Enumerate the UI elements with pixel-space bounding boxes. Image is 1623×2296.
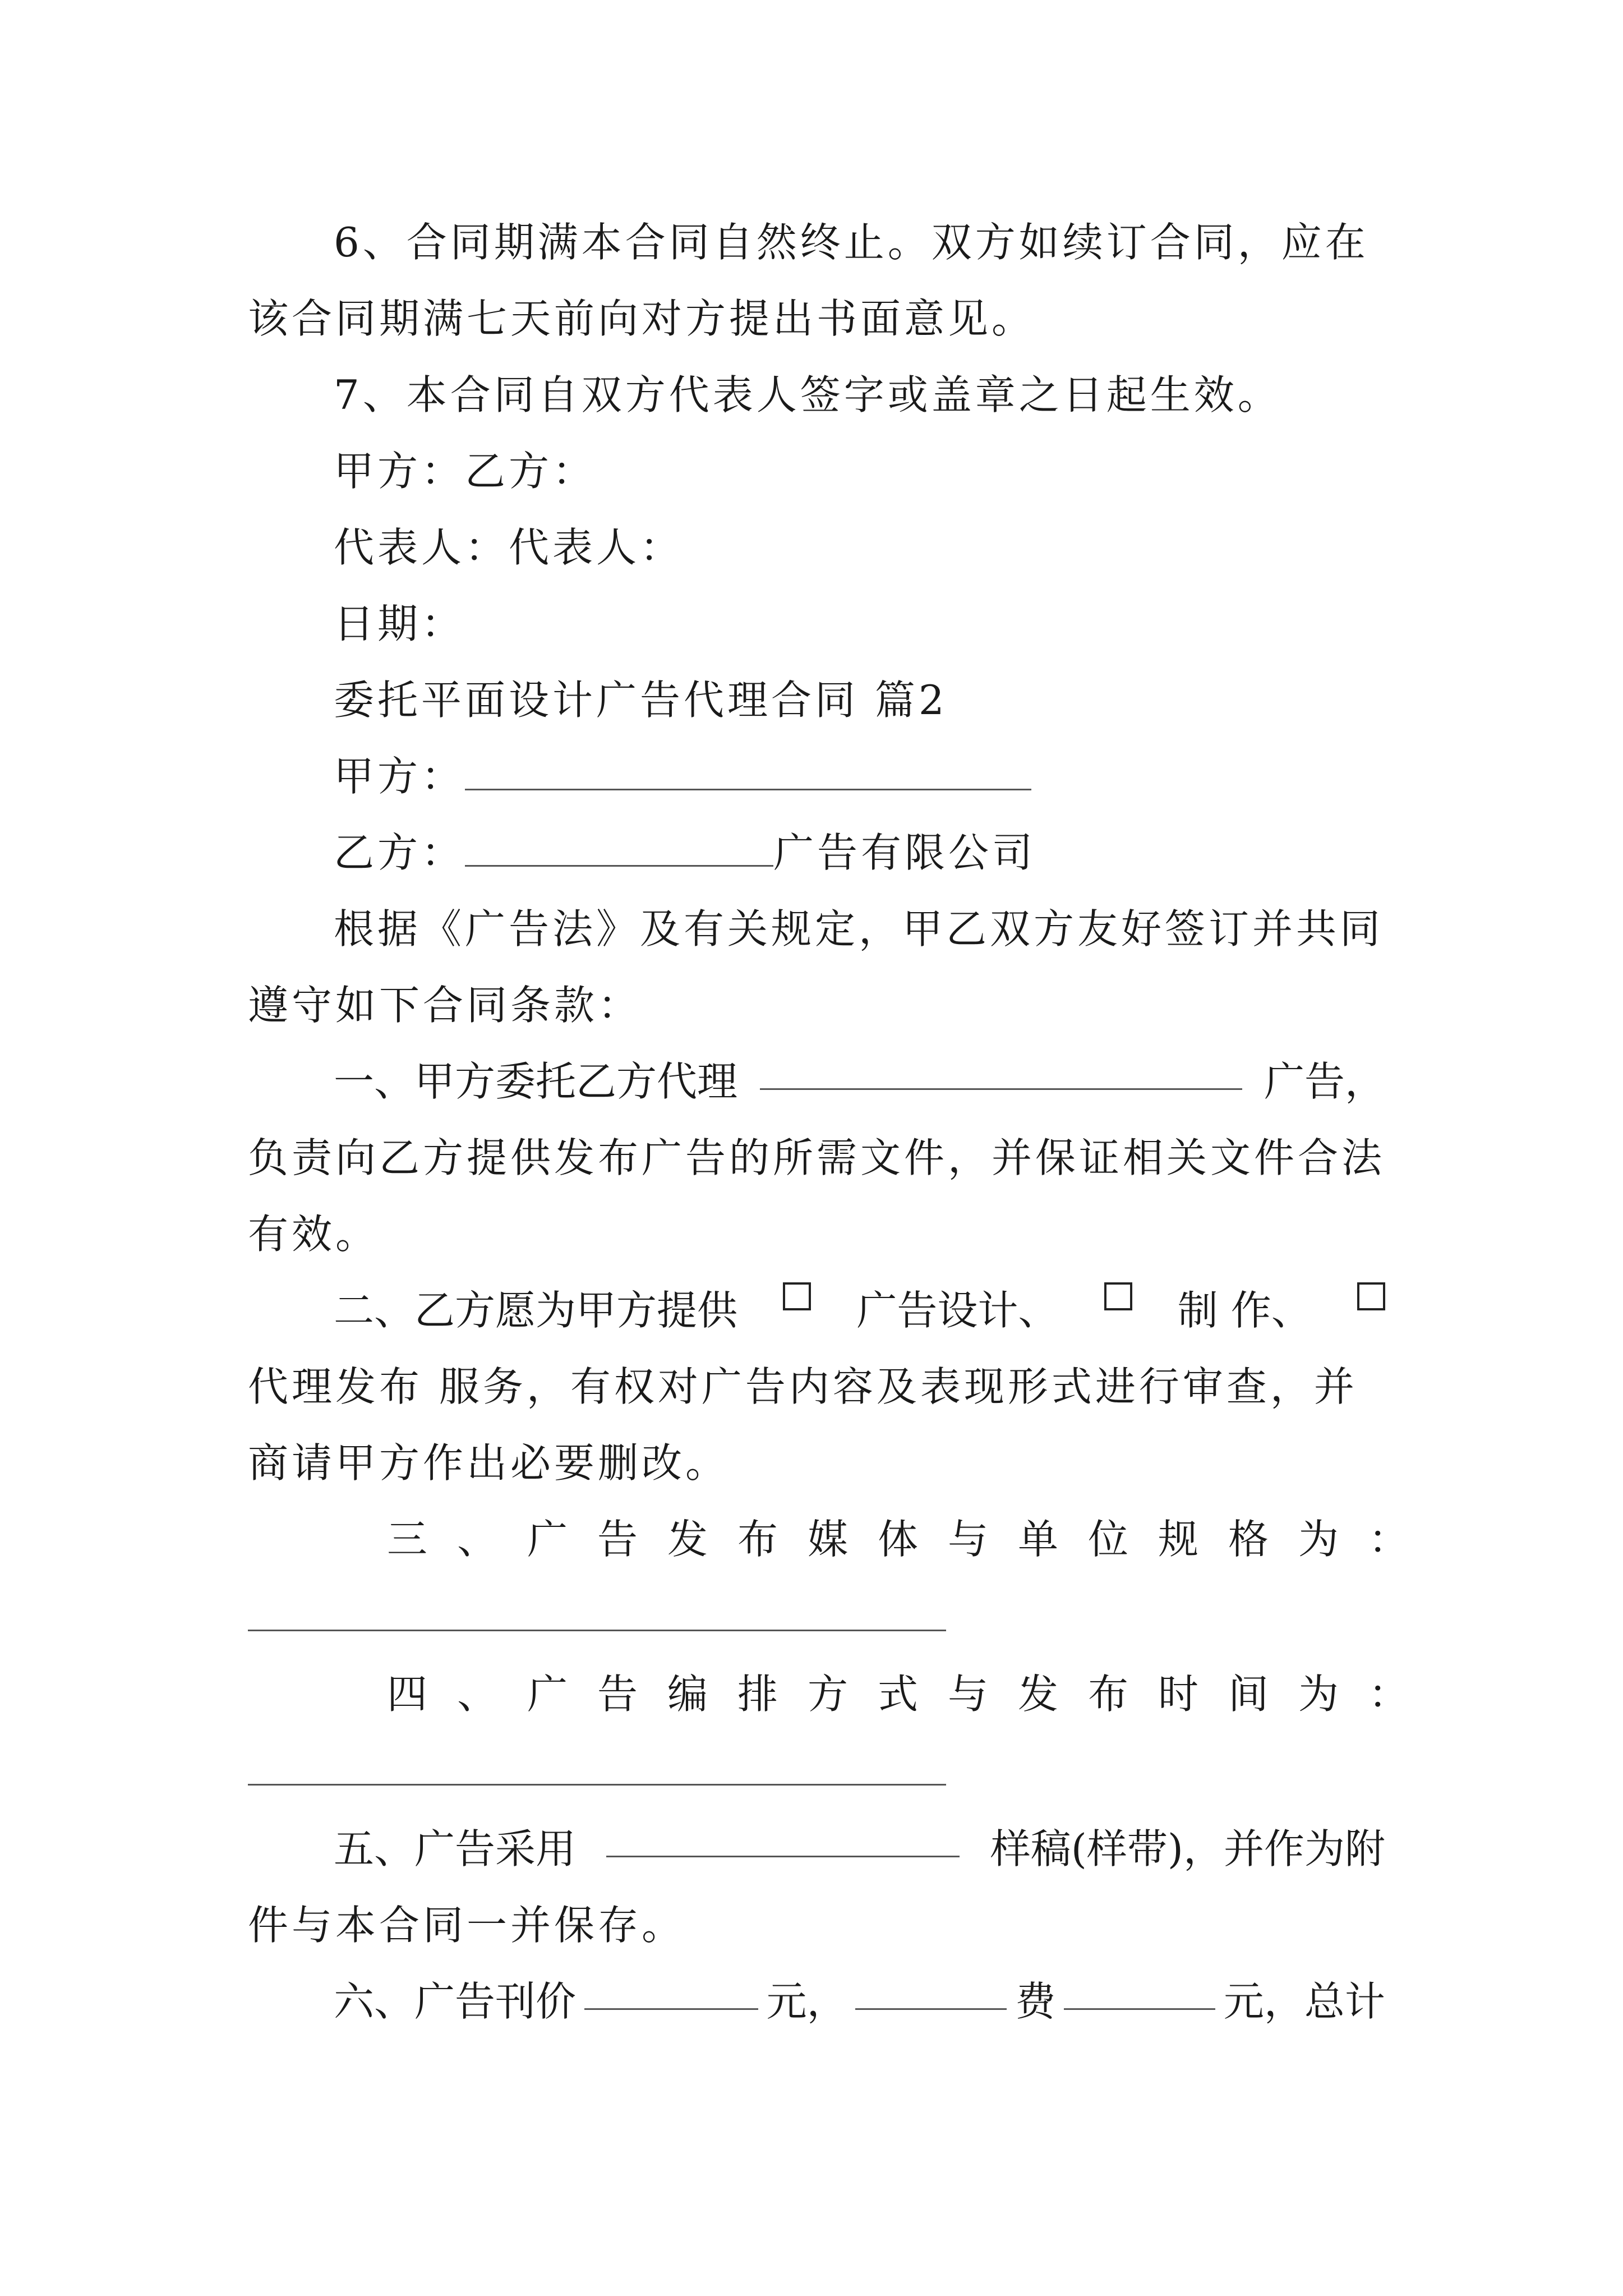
clause-2-text: 二、乙方愿为甲方提供 xyxy=(334,1287,738,1334)
clause-1-text: 一、甲方委托乙方代理 xyxy=(334,1058,738,1105)
fee-amount-blank xyxy=(1064,1973,1215,2010)
party-a-b-label: 甲方：乙方： xyxy=(334,448,597,495)
clause-7: 7、本合同自双方代表人签字或盖章之日起生效。 xyxy=(334,371,1281,418)
clause-6-line-1: 6、合同期满本合同自然终止。双方如续订合同，应在 xyxy=(334,219,1369,266)
clause-2-line-2: 代理发布 服务，有权对广告内容及表现形式进行审查，并 xyxy=(248,1363,1358,1410)
clause-4: 四、广告编排方式与发布时间为： xyxy=(387,1671,1439,1718)
section-title: 委托平面设计广告代理合同 篇2 xyxy=(334,677,948,724)
party-a-blank xyxy=(465,754,1031,790)
price-unit: 元， xyxy=(766,1978,847,2025)
checkbox-ad-design[interactable] xyxy=(783,1282,811,1310)
preamble-line-1: 根据《广告法》及有关规定，甲乙双方友好签订并共同 xyxy=(334,905,1384,953)
price-blank xyxy=(584,1973,758,2010)
party-b-suffix: 广告有限公司 xyxy=(773,829,1036,876)
preamble-line-2: 遵守如下合同条款： xyxy=(248,982,642,1029)
party-b-line xyxy=(334,825,1036,881)
clause-6-line-2: 该合同期满七天前向对方提出书面意见。 xyxy=(248,295,1036,342)
checkbox-agency-publish[interactable] xyxy=(1357,1282,1385,1310)
clause-6b-text: 六、广告刊价 xyxy=(334,1978,577,2025)
clause-5-blank xyxy=(606,1821,960,1857)
clause-3-blank xyxy=(248,1630,946,1631)
clause-6b-line-1 xyxy=(334,1973,1385,2030)
clause-2-line-3: 商请甲方作出必要删改。 xyxy=(248,1439,730,1487)
clause-5-suffix: 样稿(样带)，并作为附 xyxy=(990,1825,1385,1872)
clause-3: 三、广告发布媒体与单位规格为： xyxy=(387,1516,1439,1563)
party-a-line xyxy=(334,748,1031,804)
party-b-label: 乙方： xyxy=(334,829,465,876)
date-label: 日期： xyxy=(334,600,465,647)
fee-unit-total: 元，总计 xyxy=(1223,1978,1385,2025)
clause-2-line-1 xyxy=(334,1282,1385,1338)
clause-1-line-2: 负责向乙方提供发布广告的所需文件，并保证相关文件合法 xyxy=(248,1134,1386,1181)
party-b-blank xyxy=(465,830,773,867)
party-a-label: 甲方： xyxy=(334,753,465,800)
clause-5-line-1 xyxy=(334,1821,1385,1877)
clause-1-suffix: 广告， xyxy=(1264,1058,1385,1105)
clause-5-text: 五、广告采用 xyxy=(334,1825,577,1872)
fee-label: 费 xyxy=(1015,1978,1056,2025)
option-production: 制 作、 xyxy=(1177,1287,1312,1334)
clause-1-line-1 xyxy=(334,1053,1385,1110)
clause-4-blank xyxy=(248,1784,946,1786)
clause-1-line-3: 有效。 xyxy=(248,1211,380,1258)
clause-5-line-2: 件与本合同一并保存。 xyxy=(248,1902,686,1949)
clause-1-blank xyxy=(760,1053,1242,1090)
representative-label: 代表人：代表人： xyxy=(334,524,684,571)
option-ad-design: 广告设计、 xyxy=(856,1287,1059,1334)
checkbox-production[interactable] xyxy=(1104,1282,1132,1310)
fee-name-blank xyxy=(855,1973,1007,2010)
